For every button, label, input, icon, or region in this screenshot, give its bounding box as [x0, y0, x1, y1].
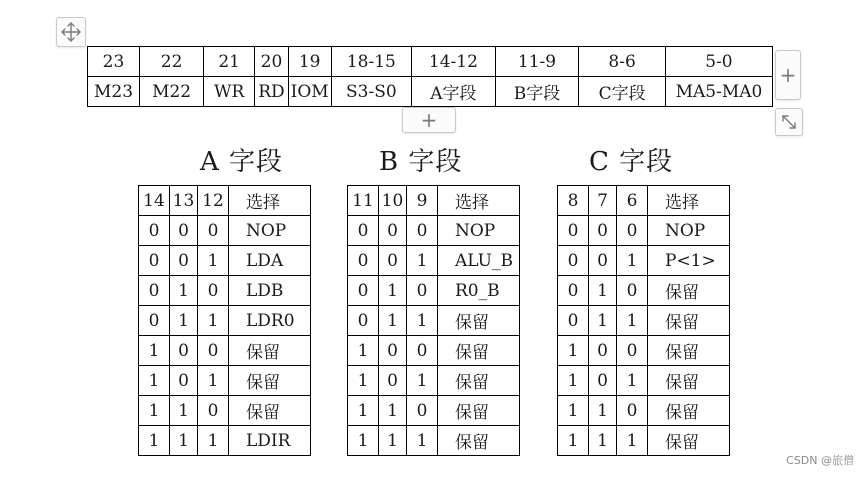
bit-cell: 0 [589, 216, 617, 246]
c-field-table [557, 185, 730, 456]
field-cell: WR [204, 77, 255, 107]
select-cell: 保留 [648, 366, 730, 396]
select-cell: ALU_B [438, 246, 520, 276]
table-row [139, 366, 311, 396]
table-move-handle[interactable] [56, 17, 86, 47]
select-cell: LDA [229, 246, 311, 276]
select-cell: NOP [648, 216, 730, 246]
bit-cell: 9 [407, 186, 438, 216]
table-row [348, 306, 520, 336]
bit-cell: 1 [379, 426, 407, 456]
bit-cell: 14 [139, 186, 170, 216]
bit-cell: 1 [589, 306, 617, 336]
bit-cell: 21 [204, 47, 255, 77]
bit-cell: 1 [348, 426, 379, 456]
select-cell: 保留 [438, 306, 520, 336]
bit-cell: 6 [617, 186, 648, 216]
field-cell: B字段 [495, 77, 579, 107]
field-cell: M23 [88, 77, 140, 107]
plus-icon: + [420, 108, 438, 132]
bit-cell: 0 [558, 306, 589, 336]
bit-cell: 1 [348, 336, 379, 366]
select-cell: 选择 [229, 186, 311, 216]
table-row [139, 216, 311, 246]
bit-cell: 1 [617, 306, 648, 336]
bit-cell: 0 [379, 216, 407, 246]
bit-cell: 1 [348, 366, 379, 396]
bit-cell: 1 [558, 336, 589, 366]
bit-cell: 1 [139, 396, 170, 426]
bit-cell: 0 [348, 276, 379, 306]
bit-cell: 1 [170, 306, 198, 336]
a-field-table [138, 185, 311, 456]
bit-cell: 1 [198, 306, 229, 336]
table-header-row [139, 186, 311, 216]
bit-cell: 0 [407, 396, 438, 426]
bit-cell: 0 [198, 336, 229, 366]
select-cell: NOP [229, 216, 311, 246]
resize-icon [780, 113, 798, 131]
bit-cell: 0 [379, 246, 407, 276]
bit-cell: 0 [170, 336, 198, 366]
bit-cell: 0 [198, 276, 229, 306]
bit-cell: 1 [170, 396, 198, 426]
table-row [139, 306, 311, 336]
bit-cell: 0 [617, 336, 648, 366]
table-row [558, 276, 730, 306]
field-cell: C字段 [579, 77, 666, 107]
bit-cell: 22 [139, 47, 203, 77]
table-row [139, 276, 311, 306]
bit-cell: 23 [88, 47, 140, 77]
table-header-row [558, 186, 730, 216]
select-cell: 保留 [648, 276, 730, 306]
bit-cell: 1 [589, 396, 617, 426]
bit-cell: 1 [139, 366, 170, 396]
bit-cell: 1 [139, 426, 170, 456]
bit-cell: 0 [407, 216, 438, 246]
bit-cell: 8-6 [579, 47, 666, 77]
bit-cell: 5-0 [665, 47, 772, 77]
select-cell: 选择 [438, 186, 520, 216]
bit-cell: 1 [617, 366, 648, 396]
bit-cell: 12 [198, 186, 229, 216]
bit-cell: 1 [407, 426, 438, 456]
bit-cell: 20 [255, 47, 289, 77]
select-cell: LDIR [229, 426, 311, 456]
table-row [558, 366, 730, 396]
table-row [348, 246, 520, 276]
bit-cell: 1 [379, 276, 407, 306]
select-cell: 保留 [648, 336, 730, 366]
table-row [348, 396, 520, 426]
bit-cell: 0 [379, 336, 407, 366]
select-cell: 保留 [229, 336, 311, 366]
plus-icon: + [779, 63, 797, 87]
table-row [139, 426, 311, 456]
bit-cell: 1 [617, 246, 648, 276]
table-row [139, 336, 311, 366]
select-cell: LDB [229, 276, 311, 306]
bit-cell: 1 [589, 276, 617, 306]
bit-cell: 0 [348, 306, 379, 336]
bit-cell: 1 [407, 246, 438, 276]
select-cell: 保留 [229, 366, 311, 396]
bit-cell: 1 [558, 396, 589, 426]
table-row [558, 426, 730, 456]
bit-cell: 0 [589, 336, 617, 366]
table-row [558, 336, 730, 366]
select-cell: 保留 [438, 426, 520, 456]
field-name-row [88, 77, 773, 107]
move-icon [60, 21, 82, 43]
bit-cell: 1 [198, 366, 229, 396]
table-row [348, 276, 520, 306]
bit-cell: 0 [617, 276, 648, 306]
bit-cell: 0 [170, 366, 198, 396]
bit-cell: 1 [617, 426, 648, 456]
select-cell: 保留 [648, 396, 730, 426]
bit-cell: 0 [170, 246, 198, 276]
bit-cell: 0 [558, 216, 589, 246]
microinstruction-format-table [87, 46, 773, 107]
table-resize-handle[interactable] [775, 108, 803, 136]
table-row [348, 366, 520, 396]
bit-cell: 11 [348, 186, 379, 216]
table-row [558, 396, 730, 426]
bit-cell: 0 [558, 276, 589, 306]
bit-cell: 0 [407, 336, 438, 366]
bit-cell: 0 [407, 276, 438, 306]
bit-cell: 1 [170, 276, 198, 306]
a-field-title: A 字段 [200, 147, 284, 177]
bit-cell: 10 [379, 186, 407, 216]
bit-cell: 1 [558, 366, 589, 396]
table-header-row [348, 186, 520, 216]
b-field-title: B 字段 [379, 147, 463, 177]
select-cell: 保留 [648, 306, 730, 336]
bit-cell: 1 [139, 336, 170, 366]
field-cell: S3-S0 [331, 77, 412, 107]
bit-cell: 0 [139, 276, 170, 306]
bit-cell: 0 [379, 366, 407, 396]
bit-cell: 1 [198, 246, 229, 276]
bit-cell: 11-9 [495, 47, 579, 77]
field-cell: IOM [288, 77, 331, 107]
bit-cell: 0 [589, 246, 617, 276]
c-field-title: C 字段 [589, 147, 674, 177]
bit-cell: 7 [589, 186, 617, 216]
bit-cell: 0 [348, 246, 379, 276]
bit-cell: 1 [348, 396, 379, 426]
bit-cell: 1 [198, 426, 229, 456]
table-row [139, 396, 311, 426]
bit-cell: 0 [558, 246, 589, 276]
table-row [139, 246, 311, 276]
table-row [348, 216, 520, 246]
select-cell: LDR0 [229, 306, 311, 336]
bit-cell: 0 [198, 216, 229, 246]
select-cell: NOP [438, 216, 520, 246]
bit-cell: 0 [348, 216, 379, 246]
field-cell: A字段 [412, 77, 496, 107]
bit-cell: 1 [407, 306, 438, 336]
table-row [348, 426, 520, 456]
table-row [558, 306, 730, 336]
select-cell: R0_B [438, 276, 520, 306]
add-row-button[interactable] [402, 107, 456, 133]
table-row [558, 216, 730, 246]
table-row [348, 336, 520, 366]
bit-cell: 0 [617, 396, 648, 426]
bit-cell: 0 [617, 216, 648, 246]
bit-cell: 1 [589, 426, 617, 456]
bit-cell: 0 [139, 306, 170, 336]
field-cell: M22 [139, 77, 203, 107]
select-cell: 保留 [648, 426, 730, 456]
select-cell: 选择 [648, 186, 730, 216]
add-column-button[interactable] [775, 50, 801, 100]
field-cell: RD [255, 77, 289, 107]
bit-position-row [88, 47, 773, 77]
table-row [558, 246, 730, 276]
bit-cell: 0 [589, 366, 617, 396]
bit-cell: 0 [139, 246, 170, 276]
bit-cell: 18-15 [331, 47, 412, 77]
select-cell: P<1> [648, 246, 730, 276]
bit-cell: 1 [379, 396, 407, 426]
bit-cell: 14-12 [412, 47, 496, 77]
bit-cell: 1 [170, 426, 198, 456]
bit-cell: 1 [407, 366, 438, 396]
bit-cell: 1 [558, 426, 589, 456]
b-field-table [347, 185, 520, 456]
bit-cell: 8 [558, 186, 589, 216]
bit-cell: 13 [170, 186, 198, 216]
bit-cell: 19 [288, 47, 331, 77]
bit-cell: 0 [170, 216, 198, 246]
bit-cell: 0 [198, 396, 229, 426]
watermark: CSDN @旅僧 [786, 454, 854, 467]
select-cell: 保留 [229, 396, 311, 426]
field-cell: MA5-MA0 [665, 77, 772, 107]
select-cell: 保留 [438, 366, 520, 396]
select-cell: 保留 [438, 336, 520, 366]
bit-cell: 1 [379, 306, 407, 336]
select-cell: 保留 [438, 396, 520, 426]
bit-cell: 0 [139, 216, 170, 246]
